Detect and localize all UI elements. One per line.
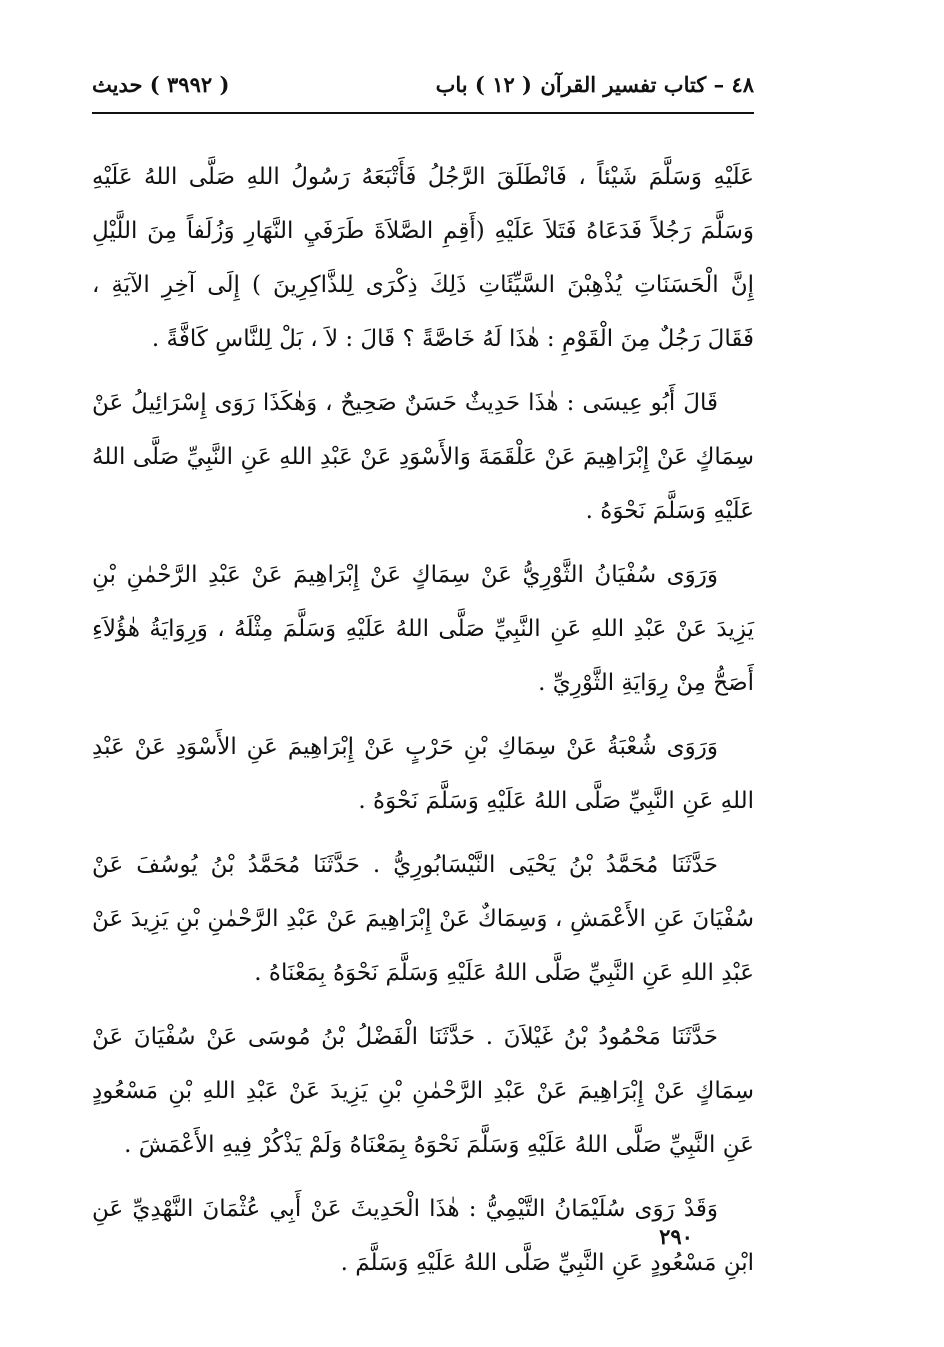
header-hadith-number: ( ٣٩٩٢ ) حديث bbox=[92, 72, 230, 97]
page-number: ٢٩٠ bbox=[659, 1224, 693, 1249]
running-header bbox=[92, 68, 754, 108]
header-book-title: ٤٨ – كتاب تفسير القرآن bbox=[540, 72, 754, 97]
paragraph-7: وَقَدْ رَوَى سُلَيْمَانُ التَّيْمِيُّ : هٰذَا الْحَدِيثَ عَنْ أَبِي عُثْمَانَ النَّهْدِيِّ عَنِ ابْنِ مَسْعُودٍ عَنِ النَّبِيِّ صَلَّى اللهُ عَلَيْهِ وَسَلَّمَ . bbox=[92, 1196, 754, 1276]
paragraph-5: حَدَّثَنَا مُحَمَّدُ بْنُ يَحْيَى النَّيْسَابُورِيُّ . حَدَّثَنَا مُحَمَّدُ بْنُ يُوسُفَ عَنْ سُفْيَانَ عَنِ الأَعْمَشِ ، وَسِمَاكٌ عَنْ إِبْرَاهِيمَ عَنْ عَبْدِ الرَّحْمٰنِ بْنِ يَزِيدَ عَنْ عَبْدِ اللهِ عَنِ النَّبِيِّ صَلَّى اللهُ عَلَيْهِ وَسَلَّمَ نَحْوَهُ بِمَعْنَاهُ . bbox=[92, 852, 754, 986]
paragraph-1: عَلَيْهِ وَسَلَّمَ شَيْئاً ، فَانْطَلَقَ الرَّجُلُ فَأَتْبَعَهُ رَسُولُ اللهِ صَلَّى اللهُ عَلَيْهِ وَسَلَّمَ رَجُلاً فَدَعَاهُ فَتَلاَ عَلَيْهِ (أَقِمِ الصَّلاَةَ طَرَفَيِ النَّهَارِ وَزُلَفاً مِنَ اللَّيْلِ إِنَّ الْحَسَنَاتِ يُذْهِبْنَ السَّيِّئَاتِ ذَلِكَ ذِكْرَى لِلذَّاكِرِينَ ) إِلَى آخِرِ الآيَةِ ، فَقَالَ رَجُلٌ مِنَ الْقَوْمِ : هٰذَا لَهُ خَاصَّةً ؟ قَالَ : لاَ ، بَلْ لِلنَّاسِ كَافَّةً . bbox=[92, 164, 754, 352]
paragraph-2: قَالَ أَبُو عِيسَى : هٰذَا حَدِيثٌ حَسَنٌ صَحِيحٌ ، وَهٰكَذَا رَوَى إِسْرَائِيلُ عَنْ سِمَاكٍ عَنْ إِبْرَاهِيمَ عَنْ عَلْقَمَةَ وَالأَسْوَدِ عَنْ عَبْدِ اللهِ عَنِ النَّبِيِّ صَلَّى اللهُ عَلَيْهِ وَسَلَّمَ نَحْوَهُ . bbox=[92, 390, 754, 524]
header-rule bbox=[92, 112, 754, 114]
paragraph-6: حَدَّثَنَا مَحْمُودُ بْنُ غَيْلاَنَ . حَدَّثَنَا الْفَضْلُ بْنُ مُوسَى عَنْ سُفْيَانَ عَنْ سِمَاكٍ عَنْ إِبْرَاهِيمَ عَنْ عَبْدِ الرَّحْمٰنِ بْنِ يَزِيدَ عَنْ عَبْدِ اللهِ بْنِ مَسْعُودٍ عَنِ النَّبِيِّ صَلَّى اللهُ عَلَيْهِ وَسَلَّمَ نَحْوَهُ بِمَعْنَاهُ وَلَمْ يَذْكُرْ فِيهِ الأَعْمَشَ . bbox=[92, 1024, 754, 1158]
paragraph-4: وَرَوَى شُعْبَةُ عَنْ سِمَاكِ بْنِ حَرْبٍ عَنْ إِبْرَاهِيمَ عَنِ الأَسْوَدِ عَنْ عَبْدِ اللهِ عَنِ النَّبِيِّ صَلَّى اللهُ عَلَيْهِ وَسَلَّمَ نَحْوَهُ . bbox=[92, 734, 754, 814]
paragraph-3: وَرَوَى سُفْيَانُ الثَّوْرِيُّ عَنْ سِمَاكٍ عَنْ إِبْرَاهِيمَ عَنْ عَبْدِ الرَّحْمٰنِ بْنِ يَزِيدَ عَنْ عَبْدِ اللهِ عَنِ النَّبِيِّ صَلَّى اللهُ عَلَيْهِ وَسَلَّمَ مِثْلَهُ ، وَرِوَايَةُ هٰؤُلاَءِ أَصَحُّ مِنْ رِوَايَةِ الثَّوْرِيِّ . bbox=[92, 562, 754, 696]
header-chapter: ( ١٢ ) باب bbox=[435, 72, 532, 97]
page-body bbox=[92, 150, 754, 1300]
